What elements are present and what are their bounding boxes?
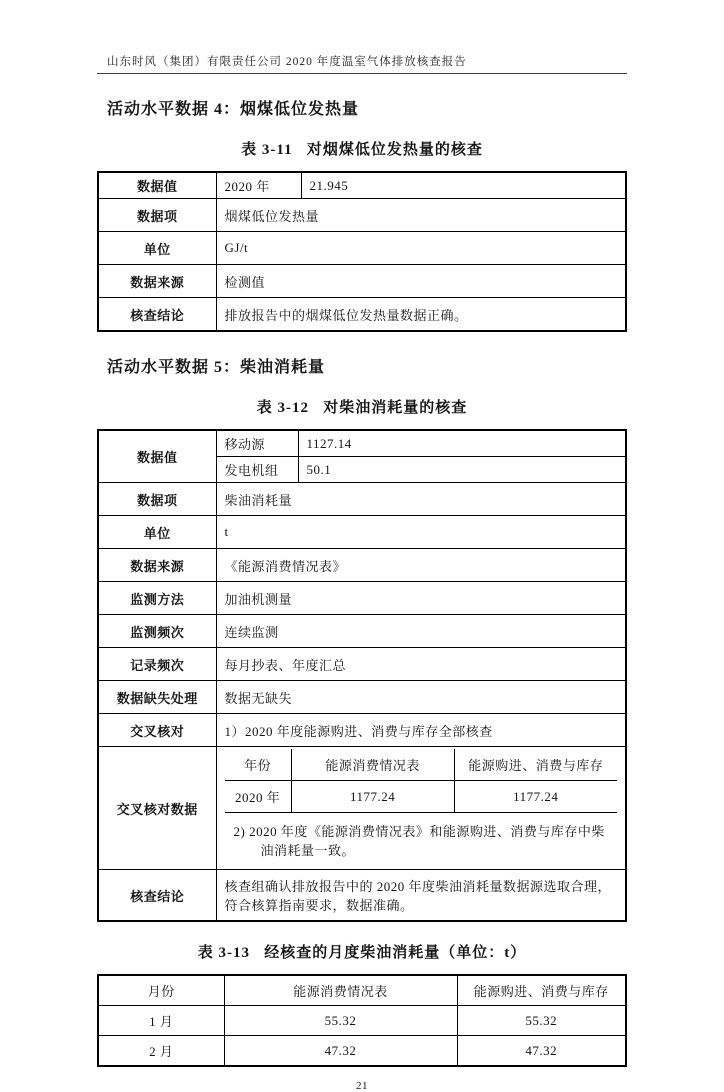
inner-data-row [225, 781, 618, 813]
inner-header-purchase-stock: 能源购进、消费与库存 [454, 749, 617, 781]
cell-label: 数据值 [98, 172, 216, 199]
table-3-12-title: 表 3-12 对柴油消耗量的核查 [256, 400, 468, 416]
table-row [98, 648, 626, 681]
table-row-cross-check-data [98, 747, 626, 870]
header-month: 月份 [98, 975, 224, 1006]
cell-value: 每月抄表、年度汇总 [216, 648, 626, 681]
cell-label: 交叉核对数据 [98, 747, 216, 870]
cell-value: 1）2020 年度能源购进、消费与库存全部核查 [216, 714, 626, 747]
cell-value: 数据无缺失 [216, 681, 626, 714]
table-row [98, 1006, 626, 1036]
cell-label: 核查结论 [98, 298, 216, 332]
cell-value: t [216, 516, 626, 549]
cell-value: 加油机测量 [216, 582, 626, 615]
cell-value: 核查组确认排放报告中的 2020 年度柴油消耗量数据源选取合理，符合核算指南要求，数据准确。 [216, 870, 626, 922]
cell-consumption: 47.32 [224, 1036, 457, 1067]
cell-label: 单位 [98, 516, 216, 549]
table-row [98, 232, 626, 265]
cell-value: 检测值 [216, 265, 626, 298]
page-number: 21 [356, 1080, 368, 1092]
inner-header-year: 年份 [225, 749, 292, 781]
cell-month: 2 月 [98, 1036, 224, 1067]
cell-label: 单位 [98, 232, 216, 265]
section-heading-activity-data-5: 活动水平数据 5：柴油消耗量 [107, 359, 326, 376]
table-3-13-title: 表 3-13 经核查的月度柴油消耗量（单位：t） [197, 945, 527, 961]
report-header-title: 山东时风（集团）有限责任公司 2020 年度温室气体排放核查报告 [107, 56, 467, 68]
cell-label: 交叉核对 [98, 714, 216, 747]
page-content [97, 0, 627, 1092]
table-3-11 [97, 171, 627, 332]
cell-value: 连续监测 [216, 615, 626, 648]
header-purchase-stock: 能源购进、消费与库存 [457, 975, 626, 1006]
cell-value: 柴油消耗量 [216, 483, 626, 516]
inner-header-row [225, 749, 618, 781]
cell-label: 数据来源 [98, 549, 216, 582]
cell-label: 核查结论 [98, 870, 216, 922]
cell-consumption: 55.32 [224, 1006, 457, 1036]
inner-cell-year: 2020 年 [225, 781, 292, 813]
cell-value: 《能源消费情况表》 [216, 549, 626, 582]
table-row [98, 681, 626, 714]
cell-value: 50.1 [298, 457, 626, 483]
cell-key: 发电机组 [216, 457, 298, 483]
table-row [98, 615, 626, 648]
cross-check-data-cell [216, 747, 626, 870]
report-header [97, 0, 627, 74]
cross-check-note: 2) 2020 年度《能源消费情况表》和能源购进、消费与库存中柴油消耗量一致。 [233, 824, 605, 858]
table-3-12 [97, 429, 627, 922]
table-row [98, 870, 626, 922]
cell-label: 监测频次 [98, 615, 216, 648]
inner-cell-purchase: 1177.24 [454, 781, 617, 813]
cell-value: 烟煤低位发热量 [216, 199, 626, 232]
cell-label: 数据来源 [98, 265, 216, 298]
cell-purchase: 55.32 [457, 1006, 626, 1036]
cell-purchase: 47.32 [457, 1036, 626, 1067]
table-row [98, 298, 626, 332]
table-header-row [98, 975, 626, 1006]
cell-label: 数据项 [98, 483, 216, 516]
header-consumption-table: 能源消费情况表 [224, 975, 457, 1006]
table-3-13 [97, 974, 627, 1067]
table-row [98, 199, 626, 232]
table-row [98, 582, 626, 615]
cell-value: GJ/t [216, 232, 626, 265]
table-row [98, 1036, 626, 1067]
cell-month: 1 月 [98, 1006, 224, 1036]
cell-label: 数据缺失处理 [98, 681, 216, 714]
cell-key: 移动源 [216, 430, 298, 457]
section-heading-activity-data-4: 活动水平数据 4：烟煤低位发热量 [107, 101, 360, 118]
inner-header-consumption-table: 能源消费情况表 [291, 749, 454, 781]
inner-note-row [225, 813, 618, 868]
table-row [98, 265, 626, 298]
cross-check-inner-table [225, 749, 618, 867]
table-row [98, 714, 626, 747]
cell-value: 排放报告中的烟煤低位发热量数据正确。 [216, 298, 626, 332]
table-row [98, 516, 626, 549]
cell-key: 2020 年 [216, 172, 301, 199]
cell-label: 数据项 [98, 199, 216, 232]
table-row [98, 430, 626, 457]
cell-value: 21.945 [301, 172, 626, 199]
inner-cell-consumption: 1177.24 [291, 781, 454, 813]
table-row [98, 172, 626, 199]
table-3-11-title: 表 3-11 对烟煤低位发热量的核查 [241, 142, 483, 158]
cell-label: 记录频次 [98, 648, 216, 681]
cell-label: 监测方法 [98, 582, 216, 615]
cell-value: 1127.14 [298, 430, 626, 457]
cell-label: 数据值 [98, 430, 216, 483]
table-row [98, 483, 626, 516]
table-row [98, 549, 626, 582]
